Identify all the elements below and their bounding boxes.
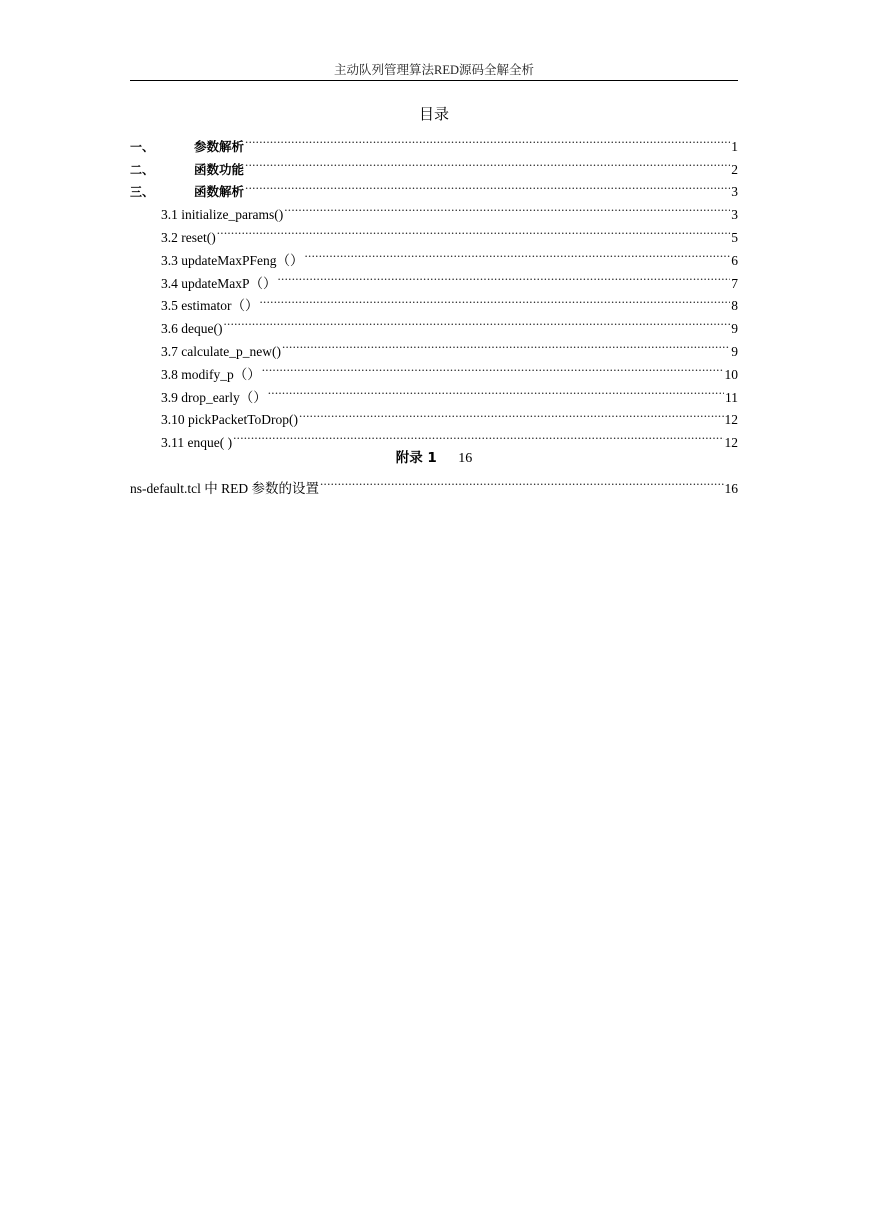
toc-dot-leader	[260, 288, 731, 311]
toc-section-number: 三、	[130, 185, 155, 200]
toc-appendix-label: ns-default.tcl 中 RED 参数的设置	[130, 480, 319, 496]
toc-dot-leader	[305, 242, 731, 265]
toc-dot-leader	[217, 219, 731, 242]
toc-page-number: 9	[731, 321, 738, 337]
toc-page-number: 8	[731, 298, 738, 314]
toc-section-label: 参数解析	[194, 138, 245, 154]
toc-dot-leader	[245, 174, 730, 197]
toc-subsection-label: 3.10 pickPacketToDrop()	[161, 412, 299, 428]
toc-subsection-label: 3.2 reset()	[161, 229, 216, 245]
toc-section-label: 函数解析	[194, 184, 245, 200]
appendix-title: 附录 1	[395, 450, 437, 467]
toc-section-number: 二、	[130, 162, 155, 177]
toc-page-number: 12	[724, 412, 738, 428]
header-rule	[130, 80, 738, 81]
toc-dot-leader	[284, 196, 730, 219]
toc-dot-leader	[245, 128, 730, 151]
toc-dot-leader	[262, 356, 724, 379]
running-header: 主动队列管理算法RED源码全解全析	[333, 63, 534, 77]
appendix-page-number: 16	[458, 451, 473, 467]
toc-dot-leader	[268, 379, 724, 402]
toc-subsection-label: 3.5 estimator（）	[161, 298, 259, 314]
toc-page-number: 3	[731, 207, 738, 223]
toc-subsection-label: 3.1 initialize_params()	[161, 207, 284, 223]
toc-dot-leader	[320, 470, 724, 493]
toc-subsection-label: 3.3 updateMaxPFeng（）	[161, 252, 304, 268]
toc-entry-section-1[interactable]	[130, 128, 738, 154]
toc-page-number: 3	[731, 184, 738, 200]
toc-page-number: 16	[724, 480, 738, 496]
toc-dot-leader	[245, 151, 730, 174]
toc-subsection-label: 3.9 drop_early（）	[161, 389, 267, 405]
toc-subsection-label: 3.11 enque( )	[161, 435, 233, 451]
toc-title: 目录	[418, 107, 449, 123]
toc-page-number: 12	[724, 435, 738, 451]
toc-page-number: 7	[731, 275, 738, 291]
toc-entry-3-2[interactable]	[130, 219, 738, 245]
toc-page-number: 9	[731, 343, 738, 359]
toc-subsection-label: 3.6 deque()	[161, 321, 223, 337]
toc-page-number: 2	[731, 161, 738, 177]
toc-dot-leader	[282, 333, 730, 356]
toc-dot-leader	[233, 424, 723, 447]
toc-entry-3-3[interactable]	[130, 242, 738, 268]
table-of-contents	[130, 128, 738, 496]
toc-page-number: 10	[724, 366, 738, 382]
toc-subsection-label: 3.7 calculate_p_new()	[161, 343, 281, 359]
toc-dot-leader	[223, 310, 730, 333]
toc-section-number: 一、	[130, 139, 155, 154]
toc-dot-leader	[278, 265, 731, 288]
toc-section-label: 函数功能	[194, 161, 245, 177]
toc-page-number: 1	[731, 138, 738, 154]
toc-page-number: 6	[731, 252, 738, 268]
toc-page-number: 11	[725, 389, 738, 405]
toc-entry-appendix[interactable]	[130, 470, 738, 496]
toc-page-number: 5	[731, 229, 738, 245]
toc-subsection-label: 3.4 updateMaxP（）	[161, 275, 277, 291]
toc-subsection-label: 3.8 modify_p（）	[161, 366, 261, 382]
toc-dot-leader	[299, 402, 723, 425]
